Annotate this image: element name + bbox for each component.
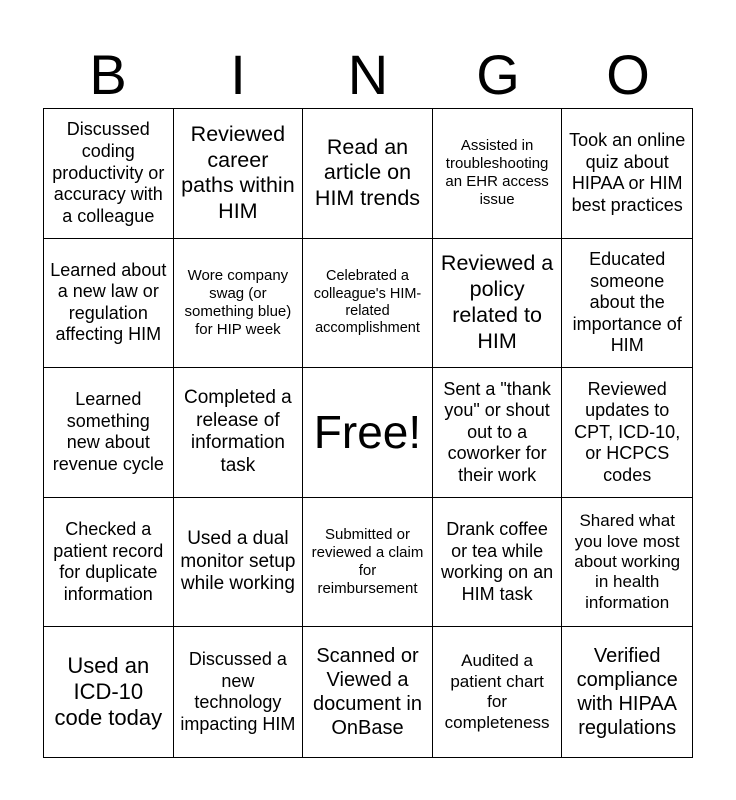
bingo-cell-r3c4[interactable]: Sent a "thank you" or shout out to a coworker for their work [433, 368, 563, 498]
bingo-cell-r5c5[interactable]: Verified compliance with HIPAA regulations [576, 645, 678, 740]
bingo-cell-r5c1[interactable]: Used an ICD-10 code today [44, 627, 174, 757]
bingo-cell-r5c2[interactable]: Discussed a new technology impacting HIM [174, 627, 304, 757]
header-letter-g: G [476, 43, 520, 106]
bingo-cell-r4c2[interactable]: Used a dual monitor setup while working [174, 498, 304, 628]
bingo-cell-r1c4[interactable]: Assisted in troubleshooting an EHR access issue [433, 109, 563, 239]
bingo-board [43, 108, 693, 758]
bingo-cell-r2c3[interactable]: Celebrated a colleague's HIM-related accomplishment [303, 239, 433, 369]
bingo-cell-r4c4[interactable]: Drank coffee or tea while working on an HIM task [433, 498, 563, 628]
bingo-cell-r1c1[interactable]: Discussed coding productivity or accuracy with a colleague [44, 109, 174, 239]
bingo-cell-r5c4[interactable]: Audited a patient chart for completeness [433, 627, 563, 757]
bingo-cell-r1c3[interactable]: Read an article on HIM trends [303, 109, 433, 239]
bingo-cell-free[interactable]: Free! [303, 368, 433, 498]
bingo-cell-r3c2[interactable]: Completed a release of information task [174, 368, 304, 498]
header-letter-o: O [606, 43, 650, 106]
bingo-cell-r2c5[interactable]: Educated someone about the importance of HIM [562, 239, 692, 369]
bingo-header [43, 42, 693, 108]
header-letter-b: B [89, 43, 127, 106]
bingo-cell-r2c4[interactable]: Reviewed a policy related to HIM [433, 239, 563, 369]
bingo-cell-r5c3[interactable]: Scanned or Viewed a document in OnBase [303, 627, 433, 757]
header-letter-i: I [230, 43, 246, 106]
bingo-cell-r3c5[interactable]: Reviewed updates to CPT, ICD-10, or HCPCS codes [562, 368, 692, 498]
bingo-cell-r2c1[interactable]: Learned about a new law or regulation affecting HIM [44, 239, 174, 369]
bingo-cell-r4c1[interactable]: Checked a patient record for duplicate information [44, 498, 174, 628]
bingo-cell-r1c2[interactable]: Reviewed career paths within HIM [174, 109, 304, 239]
header-letter-n: N [347, 43, 389, 106]
bingo-cell-r4c5[interactable]: Shared what you love most about working in health information [562, 498, 692, 628]
bingo-cell-r1c5[interactable]: Took an online quiz about HIPAA or HIM best practices [562, 109, 692, 239]
bingo-cell-r2c2[interactable]: Wore company swag (or something blue) for HIP week [174, 239, 304, 369]
bingo-cell-r3c1[interactable]: Learned something new about revenue cycle [44, 368, 174, 498]
bingo-cell-r4c3[interactable]: Submitted or reviewed a claim for reimbursement [303, 498, 433, 628]
